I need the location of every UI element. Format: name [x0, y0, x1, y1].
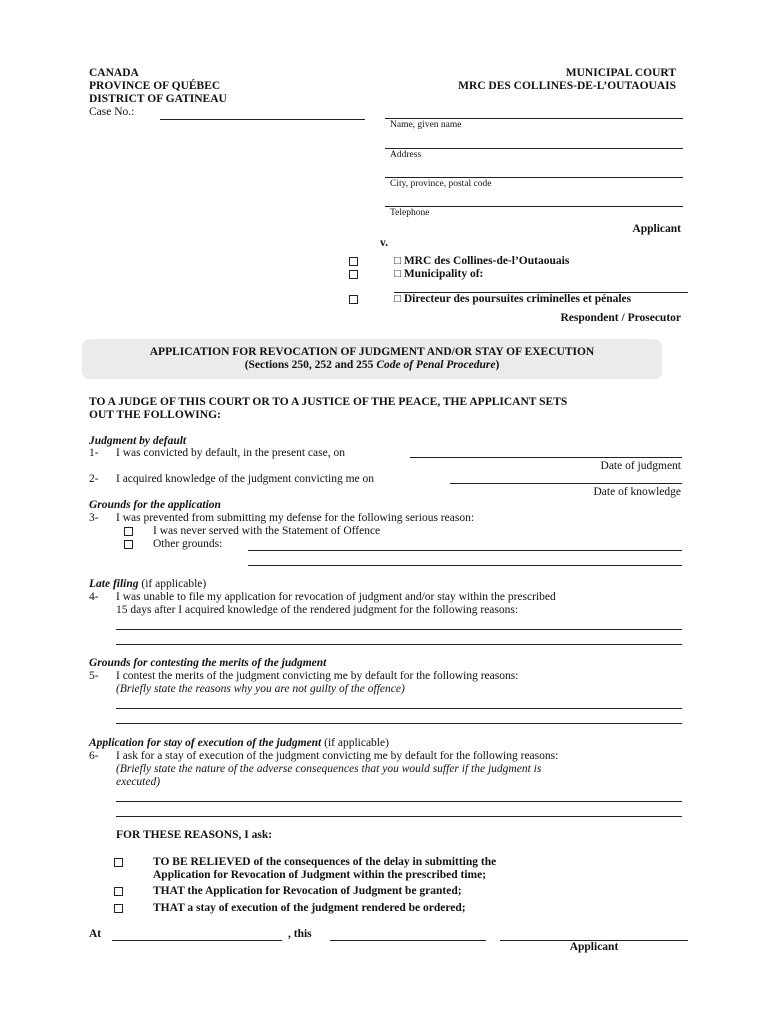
item-2-text: I acquired knowledge of the judgment convicting me on: [116, 473, 375, 485]
respondent-label: Respondent / Prosecutor: [560, 312, 681, 324]
this-label: , this: [288, 928, 312, 940]
applicant-city-caption: City, province, postal code: [390, 179, 492, 189]
date-of-judgment-caption: Date of judgment: [600, 460, 681, 472]
intro-line-1: TO A JUDGE OF THIS COURT OR TO A JUSTICE OF THE PEACE, THE APPLICANT SETS: [89, 396, 568, 408]
applicant-label: Applicant: [632, 223, 681, 235]
header-province: PROVINCE OF QUÉBEC: [89, 80, 221, 92]
item-2-number: 2-: [89, 473, 99, 485]
applicant-city-input[interactable]: [385, 163, 683, 178]
item-4-text-2: 15 days after I acquired knowledge of the rendered judgment for the following reasons:: [116, 604, 519, 616]
item-6-note-1: (Briefly state the nature of the adverse consequences that you would suffer if the judgment is: [116, 763, 542, 775]
applicant-signature-input[interactable]: [500, 926, 688, 941]
municipality-input[interactable]: [394, 278, 688, 293]
item-3-number: 3-: [89, 512, 99, 524]
reasons-heading: FOR THESE REASONS, I ask:: [116, 829, 273, 841]
judgment-default-heading: Judgment by default: [89, 435, 187, 447]
stay-ordered-text: THAT a stay of execution of the judgment rendered be ordered;: [153, 902, 466, 914]
late-filing-input-2[interactable]: [116, 630, 682, 645]
late-filing-input-1[interactable]: [116, 615, 682, 630]
signature-applicant-label: Applicant: [569, 941, 619, 953]
applicant-name-caption: Name, given name: [390, 120, 462, 130]
form-title: APPLICATION FOR REVOCATION OF JUDGMENT AND/OR STAY OF EXECUTION: [149, 346, 595, 358]
respondent-directeur-checkbox[interactable]: [349, 295, 358, 304]
intro-line-2: OUT THE FOLLOWING:: [89, 409, 221, 421]
relieved-text-2: Application for Revocation of Judgment within the prescribed time;: [153, 869, 487, 881]
granted-text: THAT the Application for Revocation of Judgment be granted;: [153, 885, 462, 897]
other-grounds-input-1[interactable]: [248, 536, 682, 551]
never-served-checkbox[interactable]: [124, 527, 133, 536]
respondent-mrc-checkbox[interactable]: [349, 257, 358, 266]
never-served-label: I was never served with the Statement of Offence: [153, 525, 381, 537]
date-input[interactable]: [330, 926, 486, 941]
date-of-judgment-input[interactable]: [410, 443, 682, 458]
item-4-text-1: I was unable to file my application for revocation of judgment and/or stay within the prescribed: [116, 591, 556, 603]
header-canada: CANADA: [89, 67, 139, 79]
granted-checkbox[interactable]: [114, 887, 123, 896]
merits-heading: Grounds for contesting the merits of the judgment: [89, 657, 327, 669]
at-label: At: [89, 928, 102, 940]
respondent-directeur-label: □ Directeur des poursuites criminelles et pénales: [394, 293, 632, 305]
item-5-text: I contest the merits of the judgment convicting me by default for the following reasons:: [116, 670, 519, 682]
applicant-address-caption: Address: [390, 150, 422, 160]
applicant-name-input[interactable]: [385, 104, 683, 119]
applicant-address-input[interactable]: [385, 134, 683, 149]
form-subtitle: (Sections 250, 252 and 255 Code of Penal Procedure): [244, 359, 500, 371]
respondent-municipality-label: □ Municipality of:: [394, 268, 484, 280]
other-grounds-checkbox[interactable]: [124, 540, 133, 549]
header-district: DISTRICT OF GATINEAU: [89, 93, 227, 105]
stay-input-1[interactable]: [116, 787, 682, 802]
header-municipal-court: MUNICIPAL COURT: [565, 67, 676, 79]
item-6-note-2: executed): [116, 776, 161, 788]
respondent-municipality-checkbox[interactable]: [349, 270, 358, 279]
applicant-telephone-caption: Telephone: [390, 208, 430, 218]
other-grounds-label: Other grounds:: [153, 538, 223, 550]
item-1-text: I was convicted by default, in the present case, on: [116, 447, 345, 459]
item-1-number: 1-: [89, 447, 99, 459]
header-mrc: MRC DES COLLINES-DE-L’OUTAOUAIS: [458, 80, 676, 92]
stay-heading: Application for stay of execution of the judgment (if applicable): [89, 737, 389, 749]
case-no-input[interactable]: [160, 105, 365, 120]
relieved-checkbox[interactable]: [114, 858, 123, 867]
item-4-number: 4-: [89, 591, 99, 603]
stay-input-2[interactable]: [116, 802, 682, 817]
item-3-text: I was prevented from submitting my defense for the following serious reason:: [116, 512, 475, 524]
grounds-heading: Grounds for the application: [89, 499, 221, 511]
at-place-input[interactable]: [112, 926, 282, 941]
item-6-number: 6-: [89, 750, 99, 762]
applicant-telephone-input[interactable]: [385, 192, 683, 207]
date-of-knowledge-input[interactable]: [450, 469, 682, 484]
item-5-note: (Briefly state the reasons why you are not guilty of the offence): [116, 683, 405, 695]
relieved-text-1: TO BE RELIEVED of the consequences of the delay in submitting the: [153, 856, 497, 868]
other-grounds-input-2[interactable]: [248, 551, 682, 566]
late-filing-heading: Late filing (if applicable): [89, 578, 207, 590]
date-of-knowledge-caption: Date of knowledge: [593, 486, 681, 498]
item-5-number: 5-: [89, 670, 99, 682]
merits-input-1[interactable]: [116, 694, 682, 709]
versus-label: v.: [380, 237, 388, 249]
respondent-mrc-label: □ MRC des Collines-de-l’Outaouais: [394, 255, 570, 267]
item-6-text: I ask for a stay of execution of the judgment convicting me by default for the following reasons:: [116, 750, 559, 762]
case-no-label: Case No.:: [89, 106, 135, 118]
merits-input-2[interactable]: [116, 709, 682, 724]
stay-ordered-checkbox[interactable]: [114, 904, 123, 913]
